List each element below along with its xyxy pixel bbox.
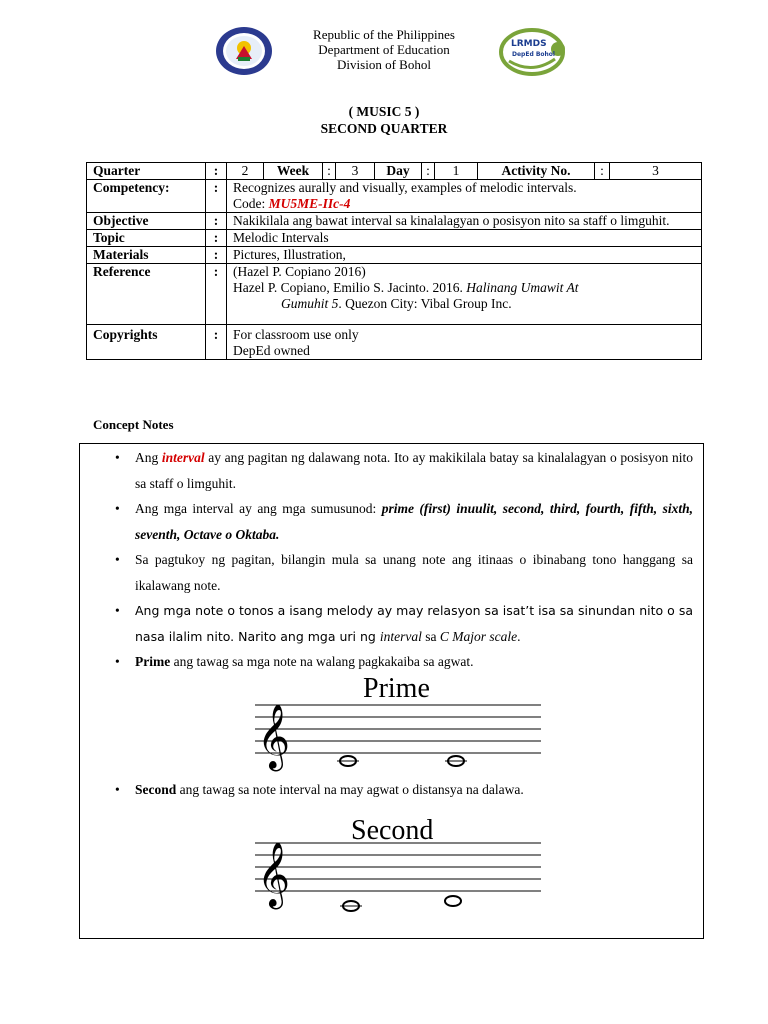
copyrights-line-2: DepEd owned: [233, 343, 310, 358]
lrmds-logo-subtext: DepEd Bohol: [512, 51, 555, 58]
term-interval: interval: [379, 628, 422, 644]
bullet-icon: •: [115, 782, 120, 797]
treble-clef-icon: 𝄞: [257, 704, 291, 769]
lrmds-logo-text: LRMDS: [511, 39, 547, 49]
bullet-icon: •: [115, 450, 120, 465]
colon: :: [206, 213, 227, 230]
reference-authors: Hazel P. Copiano, Emilio S. Jacinto. 2016.: [233, 280, 467, 295]
bullet-icon: •: [115, 603, 120, 618]
table-row: [87, 325, 702, 360]
list-item: • Ang mga note o tonos a isang melody ay may relasyon sa isat’t isa sa sinundan nito o sa nasa ilalim nito. Narito ang mga uri ng interval sa C Major scale.: [79, 598, 693, 649]
colon: :: [323, 163, 336, 179]
reference-label: Reference: [87, 264, 206, 325]
materials-text: Pictures, Illustration,: [227, 247, 702, 264]
bullet-icon: •: [115, 501, 120, 516]
concept-notes-list: [79, 445, 693, 675]
table-row: [87, 163, 702, 180]
reference-line-3: [233, 296, 695, 312]
materials-label: Materials: [87, 247, 206, 264]
quarter-title: SECOND QUARTER: [320, 121, 448, 136]
colon: :: [595, 163, 610, 179]
objective-text: Nakikilala ang bawat interval sa kinalalagyan o posisyon nito sa staff o limguhit.: [227, 213, 702, 230]
prime-title: Prime: [363, 673, 430, 704]
topic-label: Topic: [87, 230, 206, 247]
colon: :: [206, 230, 227, 247]
competency-code: [233, 196, 695, 212]
competency-label: Competency:: [87, 180, 206, 213]
header-division: Division of Bohol: [337, 57, 431, 72]
activity-label: Activity No.: [478, 163, 595, 179]
colon: :: [206, 264, 227, 325]
schedule-cell: [227, 163, 702, 180]
table-row: [87, 180, 702, 213]
copyrights-label: Copyrights: [87, 325, 206, 360]
schedule-subtable: [227, 163, 701, 179]
quarter-value: 2: [227, 163, 264, 179]
reference-value: [227, 264, 702, 325]
reference-publisher: . Quezon City: Vibal Group Inc.: [338, 296, 512, 311]
header-department: Department of Education: [318, 42, 450, 57]
table-row: [87, 213, 702, 230]
second-interval-figure: [253, 815, 543, 915]
colon: :: [206, 325, 227, 360]
colon: :: [206, 180, 227, 213]
bullet-icon: •: [115, 654, 120, 669]
prime-interval-figure: [253, 675, 543, 775]
table-row: [87, 230, 702, 247]
treble-clef-icon: 𝄞: [257, 842, 291, 907]
reference-book-title-cont: Gumuhit 5: [281, 296, 339, 311]
term-prime: Prime: [135, 654, 171, 669]
subject-title: ( MUSIC 5 ): [348, 104, 420, 119]
code-prefix: Code:: [233, 196, 269, 211]
bullet-icon: •: [115, 552, 120, 567]
table-row: [87, 264, 702, 325]
list-item: • Ang mga interval ay ang mga sumusunod: prime (first) inuulit, second, third, fourth, fifth, sixth, seventh, Octave o Oktaba.: [79, 496, 693, 547]
term-second: Second: [135, 782, 177, 797]
colon: :: [422, 163, 435, 179]
term-interval: interval: [161, 450, 205, 465]
agency-header: [0, 27, 768, 72]
week-value: 3: [336, 163, 375, 179]
term-c-major-scale: C Major scale: [439, 628, 518, 644]
interval-types: prime (first) inuulit, second, third, fourth, fifth, sixth, seventh, Octave o Oktaba.: [135, 501, 693, 542]
list-item: • Sa pagtukoy ng pagitan, bilangin mula sa unang note ang itinaas o ibinabang tono hanggang sa ikalawang note.: [79, 547, 693, 598]
competency-value: [227, 180, 702, 213]
list-item: • Second ang tawag sa note interval na may agwat o distansya na dalawa.: [79, 777, 693, 803]
second-title: Second: [351, 815, 434, 846]
list-item: • Ang interval ay ang pagitan ng dalawang nota. Ito ay makikilala batay sa kinalalagyan o posisyon nito sa staff o limguhit.: [79, 445, 693, 496]
colon: :: [206, 247, 227, 264]
day-label: Day: [375, 163, 422, 179]
concept-notes-heading: Concept Notes: [93, 417, 174, 432]
concept-notes-list-cont: [79, 777, 693, 803]
lrmds-logo: [497, 27, 567, 77]
page-title: [0, 103, 768, 137]
topic-text: Melodic Intervals: [227, 230, 702, 247]
objective-label: Objective: [87, 213, 206, 230]
activity-value: 3: [652, 163, 659, 178]
list-item: • Prime ang tawag sa mga note na walang pagkakaiba sa agwat.: [79, 649, 693, 675]
colon: :: [206, 163, 227, 180]
reference-line-2: [233, 280, 695, 296]
reference-book-title: Halinang Umawit At: [466, 280, 579, 295]
copyrights-value: [227, 325, 702, 360]
quarter-label: Quarter: [87, 163, 206, 180]
lesson-info-table: [86, 162, 702, 360]
reference-line-1: (Hazel P. Copiano 2016): [233, 264, 366, 279]
day-value: 1: [435, 163, 478, 179]
copyrights-line-1: For classroom use only: [233, 327, 359, 342]
code-value: MU5ME-IIc-4: [268, 196, 351, 211]
week-label: Week: [264, 163, 323, 179]
header-republic: Republic of the Philippines: [313, 27, 455, 42]
table-row: [87, 247, 702, 264]
competency-text: Recognizes aurally and visually, examples of melodic intervals.: [233, 180, 577, 195]
